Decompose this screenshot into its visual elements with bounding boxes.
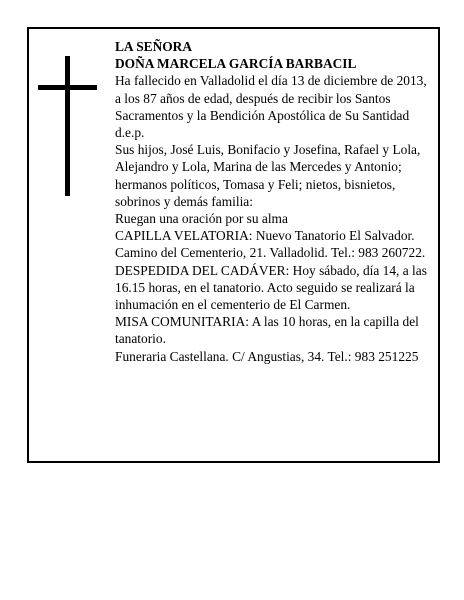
cross-horizontal-bar	[38, 85, 97, 90]
prayer-request: Ruegan una oración por su alma	[115, 211, 288, 227]
notice-title: LA SEÑORA	[115, 39, 193, 54]
farewell-info: DESPEDIDA DEL CADÁVER: Hoy sábado, día 14, a las 16.15 horas, en el tanatorio. Acto seguido se realizará la inhumación en el cementerio de El Carmen.	[115, 262, 427, 313]
death-info: Ha fallecido en Valladolid el día 13 de diciembre de 2013, a los 87 años de edad, después de recibir los Santos Sacramentos y la Bendición Apostólica de Su Santidad	[115, 73, 427, 123]
obituary-text	[115, 38, 433, 365]
cross-vertical-bar	[65, 56, 70, 196]
rip-abbreviation: d.e.p.	[115, 125, 145, 141]
deceased-name: DOÑA MARCELA GARCÍA BARBACIL	[115, 56, 357, 72]
family-list: Sus hijos, José Luis, Bonifacio y Josefina, Rafael y Lola, Alejandro y Lola, Marina de las Mercedes y Antonio; hermanos políticos, Tomasa y Feli; nietos, bisnietos, sobrinos y demás familia:	[115, 142, 421, 209]
funeral-home-info: Funeraria Castellana. C/ Angustias, 34. Tel.: 983 251225	[115, 348, 419, 364]
chapel-info: CAPILLA VELATORIA: Nuevo Tanatorio El Salvador. Camino del Cementerio, 21. Valladolid. Tel.: 983 260722.	[115, 228, 426, 261]
mass-info: MISA COMUNITARIA: A las 10 horas, en la capilla del tanatorio.	[115, 314, 419, 347]
